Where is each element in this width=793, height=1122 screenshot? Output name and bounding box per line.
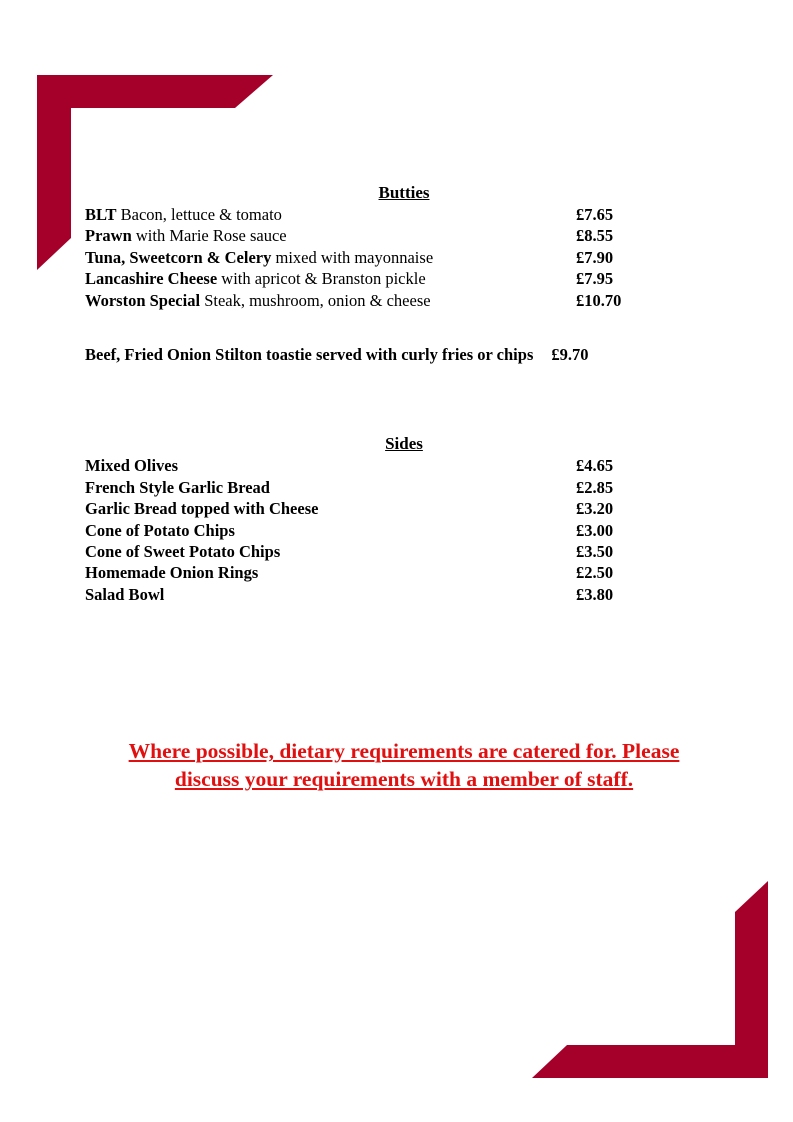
item-price: £7.65 <box>576 205 614 224</box>
butties-heading: Butties <box>378 183 430 202</box>
item-name: Tuna, Sweetcorn & Celery <box>85 248 272 267</box>
menu-item <box>85 204 645 225</box>
item-name: Homemade Onion Rings <box>85 563 259 582</box>
item-price: £3.50 <box>576 542 614 561</box>
special-price: £9.70 <box>551 345 589 364</box>
sides-heading: Sides <box>385 434 423 453</box>
side-item <box>85 455 645 476</box>
item-name: Mixed Olives <box>85 456 179 475</box>
item-price: £8.55 <box>576 226 614 245</box>
side-item <box>85 477 645 498</box>
item-name: French Style Garlic Bread <box>85 478 270 497</box>
item-price: £3.20 <box>576 499 614 518</box>
item-price: £7.90 <box>576 248 614 267</box>
item-price: £2.85 <box>576 478 614 497</box>
item-name: Prawn <box>85 226 132 245</box>
notice-line-1: Where possible, dietary requirements are catered for. Please <box>128 739 680 763</box>
item-desc: Steak, mushroom, onion & cheese <box>200 291 431 310</box>
item-desc: with Marie Rose sauce <box>131 226 287 245</box>
item-name: Lancashire Cheese <box>85 269 218 288</box>
item-price: £2.50 <box>576 563 614 582</box>
item-name: Worston Special <box>85 291 201 310</box>
dietary-notice <box>60 737 748 793</box>
side-item <box>85 520 645 541</box>
side-item <box>85 498 645 519</box>
item-price: £4.65 <box>576 456 614 475</box>
side-item <box>85 541 645 562</box>
menu-item <box>85 225 645 246</box>
item-price: £7.95 <box>576 269 614 288</box>
item-desc: mixed with mayonnaise <box>271 248 434 267</box>
item-name: Cone of Sweet Potato Chips <box>85 542 281 561</box>
item-desc: with apricot & Branston pickle <box>217 269 426 288</box>
item-price: £3.80 <box>576 585 614 604</box>
item-desc: Bacon, lettuce & tomato <box>116 205 282 224</box>
menu-item <box>85 247 645 268</box>
side-item <box>85 584 645 605</box>
item-name: Salad Bowl <box>85 585 165 604</box>
item-name: Garlic Bread topped with Cheese <box>85 499 319 518</box>
special-item <box>85 344 589 365</box>
item-price: £3.00 <box>576 521 614 540</box>
menu-item <box>85 268 645 289</box>
side-item <box>85 562 645 583</box>
special-text: Beef, Fried Onion Stilton toastie served with curly fries or chips <box>85 345 534 364</box>
notice-line-2: discuss your requirements with a member of staff. <box>174 767 634 791</box>
item-name: Cone of Potato Chips <box>85 521 235 540</box>
menu-item <box>85 290 645 311</box>
corner-ornament-bottom-right <box>500 850 793 1122</box>
item-name: BLT <box>85 205 117 224</box>
item-price: £10.70 <box>576 291 622 310</box>
